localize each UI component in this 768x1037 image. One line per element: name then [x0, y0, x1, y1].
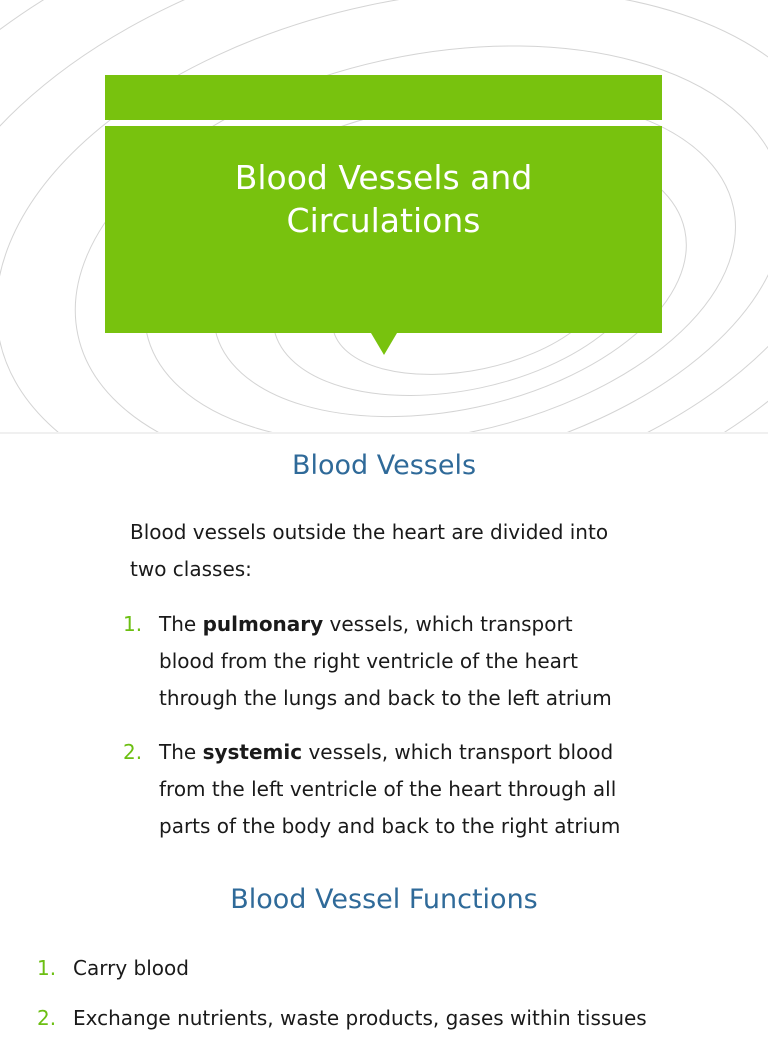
list-item-line-2: blood from the right ventricle of the heart [159, 649, 578, 673]
intro-line-2: two classes: [130, 557, 252, 581]
function-item-text: Carry blood [73, 956, 189, 980]
function-item-exchange [37, 1000, 753, 1037]
title-slide [0, 0, 768, 432]
list-item-line-3: through the lungs and back to the left atrium [159, 686, 612, 710]
blood-vessels-heading: Blood Vessels [291, 450, 477, 481]
list-number: 1. [37, 956, 57, 980]
slide-title [105, 156, 662, 242]
list-number: 2. [123, 740, 143, 764]
list-item-line-2: from the left ventricle of the heart through all [159, 777, 617, 801]
title-line-1: Blood Vessels and [234, 158, 533, 197]
list-item-line-3: parts of the body and back to the right atrium [159, 814, 621, 838]
list-number: 2. [37, 1006, 57, 1030]
title-pointer [371, 333, 397, 355]
item-text-pre: The [159, 612, 203, 636]
function-item-text: Exchange nutrients, waste products, gases within tissues [73, 1006, 647, 1030]
item-text-post: vessels, which transport blood [302, 740, 614, 764]
function-item-carry-blood [37, 950, 753, 987]
title-accent-bar [105, 75, 662, 120]
intro-paragraph [130, 514, 650, 588]
item-text-bold: pulmonary [202, 612, 324, 636]
list-number: 1. [123, 612, 143, 636]
list-item-line-1 [159, 606, 679, 643]
list-item-systemic [123, 734, 679, 845]
functions-heading: Blood Vessel Functions [230, 884, 538, 915]
item-text-bold: systemic [202, 740, 303, 764]
item-text-post: vessels, which transport [323, 612, 573, 636]
list-item-pulmonary [123, 606, 679, 717]
title-box [105, 126, 662, 333]
intro-line-1: Blood vessels outside the heart are divided into [130, 520, 609, 544]
slide-divider [0, 432, 768, 434]
list-item-line-1 [159, 734, 679, 771]
item-text-pre: The [159, 740, 203, 764]
title-line-2: Circulations [286, 201, 481, 240]
